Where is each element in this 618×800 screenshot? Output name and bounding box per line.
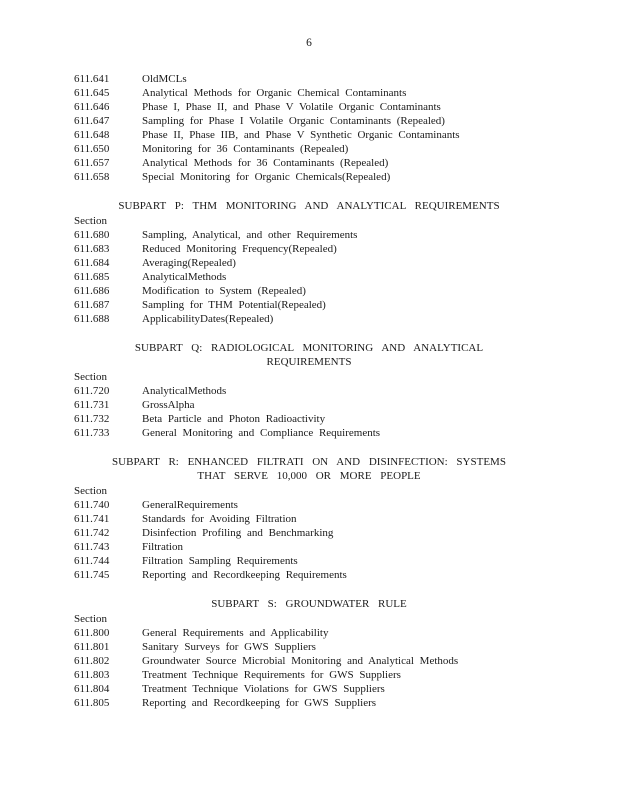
section-entry [74,156,544,170]
section-title: OldMCLs [142,73,187,85]
section-entry [74,654,544,668]
section-number: 611.803 [74,669,110,681]
section-entry [74,270,544,284]
subpart-group [74,597,544,710]
section-title: Sanitary Surveys for GWS Suppliers [142,641,316,653]
section-title: Treatment Technique Violations for GWS Suppliers [142,683,385,695]
subpart-heading-line: SUBPART R: ENHANCED FILTRATI ON AND DISINFECTION: SYSTEMS [112,456,506,468]
section-title: GrossAlpha [142,399,195,411]
section-entry [74,384,544,398]
section-number: 611.646 [74,101,110,113]
section-entry [74,100,544,114]
section-entry [74,284,544,298]
subpart-heading-line: SUBPART P: THM MONITORING AND ANALYTICAL REQUIREMENTS [118,200,500,212]
section-label: Section [74,215,107,227]
section-number: 611.801 [74,641,110,653]
section-number: 611.800 [74,627,110,639]
section-title: Averaging(Repealed) [142,257,236,269]
section-number: 611.720 [74,385,110,397]
section-title: Sampling for Phase I Volatile Organic Contaminants (Repealed) [142,115,445,127]
section-number: 611.680 [74,229,110,241]
section-number: 611.641 [74,73,110,85]
section-number: 611.647 [74,115,110,127]
section-title: Filtration [142,541,183,553]
subpart-heading [74,597,544,611]
section-number: 611.804 [74,683,110,695]
section-title: AnalyticalMethods [142,271,227,283]
section-entry [74,242,544,256]
section-title: Special Monitoring for Organic Chemicals(Repealed) [142,171,391,183]
section-entry [74,696,544,710]
section-number: 611.650 [74,143,110,155]
subpart-group [74,341,544,440]
section-number: 611.740 [74,499,110,511]
section-title: Monitoring for 36 Contaminants (Repealed) [142,143,349,155]
section-entry [74,512,544,526]
section-number: 611.741 [74,513,110,525]
section-number: 611.684 [74,257,110,269]
section-title: Reporting and Recordkeeping Requirements [142,569,347,581]
page-number: 6 [306,37,312,49]
section-entry [74,682,544,696]
section-number: 611.732 [74,413,110,425]
section-title: Sampling, Analytical, and other Requirements [142,229,358,241]
section-number: 611.743 [74,541,110,553]
section-title: Filtration Sampling Requirements [142,555,298,567]
section-entry [74,640,544,654]
section-number: 611.686 [74,285,110,297]
subpart-group [74,72,544,184]
section-entry [74,668,544,682]
section-entry [74,498,544,512]
subpart-group [74,455,544,582]
section-entry [74,86,544,100]
subpart-heading [74,455,544,483]
section-title: Modification to System (Repealed) [142,285,306,297]
section-entry [74,298,544,312]
section-entry [74,128,544,142]
section-number: 611.687 [74,299,110,311]
subpart-heading-line: REQUIREMENTS [266,356,352,368]
section-number: 611.657 [74,157,110,169]
section-number: 611.742 [74,527,110,539]
subpart-heading-line: SUBPART S: GROUNDWATER RULE [211,598,407,610]
section-entry [74,626,544,640]
section-number: 611.685 [74,271,110,283]
section-entry [74,312,544,326]
section-number: 611.805 [74,697,110,709]
section-number: 611.802 [74,655,110,667]
section-title: Standards for Avoiding Filtration [142,513,297,525]
section-entry [74,554,544,568]
section-entry [74,398,544,412]
section-entry [74,142,544,156]
section-number: 611.658 [74,171,110,183]
section-number: 611.648 [74,129,110,141]
section-title: General Monitoring and Compliance Requirements [142,427,381,439]
section-title: Analytical Methods for 36 Contaminants (Repealed) [142,157,389,169]
section-entry [74,412,544,426]
section-title: Reduced Monitoring Frequency(Repealed) [142,243,337,255]
section-title: Reporting and Recordkeeping for GWS Suppliers [142,697,377,709]
section-number: 611.745 [74,569,110,581]
section-number: 611.733 [74,427,110,439]
section-title: Treatment Technique Requirements for GWS Suppliers [142,669,401,681]
section-title: Phase II, Phase IIB, and Phase V Synthetic Organic Contaminants [142,129,460,141]
section-label: Section [74,371,107,383]
section-title: General Requirements and Applicability [142,627,329,639]
section-title: Analytical Methods for Organic Chemical Contaminants [142,87,407,99]
subpart-heading-line: SUBPART Q: RADIOLOGICAL MONITORING AND ANALYTICAL [134,342,484,354]
section-entry [74,228,544,242]
section-number: 611.683 [74,243,110,255]
section-label: Section [74,485,107,497]
section-title: Groundwater Source Microbial Monitoring and Analytical Methods [142,655,459,667]
section-entry [74,114,544,128]
subpart-group [74,199,544,326]
section-title: Disinfection Profiling and Benchmarking [142,527,334,539]
section-number: 611.688 [74,313,110,325]
section-title: Phase I, Phase II, and Phase V Volatile Organic Contaminants [142,101,441,113]
section-number: 611.645 [74,87,110,99]
section-title: AnalyticalMethods [142,385,227,397]
subpart-heading [74,199,544,213]
section-entry [74,256,544,270]
subpart-heading [74,341,544,369]
section-entry [74,426,544,440]
section-title: ApplicabilityDates(Repealed) [142,313,274,325]
section-entry [74,170,544,184]
section-entry [74,540,544,554]
section-entry [74,568,544,582]
section-number: 611.731 [74,399,110,411]
section-entry [74,72,544,86]
section-label: Section [74,613,107,625]
section-title: Beta Particle and Photon Radioactivity [142,413,326,425]
subpart-heading-line: THAT SERVE 10,000 OR MORE PEOPLE [197,470,421,482]
section-title: Sampling for THM Potential(Repealed) [142,299,326,311]
section-title: GeneralRequirements [142,499,238,511]
section-index [74,72,544,710]
section-entry [74,526,544,540]
section-number: 611.744 [74,555,110,567]
